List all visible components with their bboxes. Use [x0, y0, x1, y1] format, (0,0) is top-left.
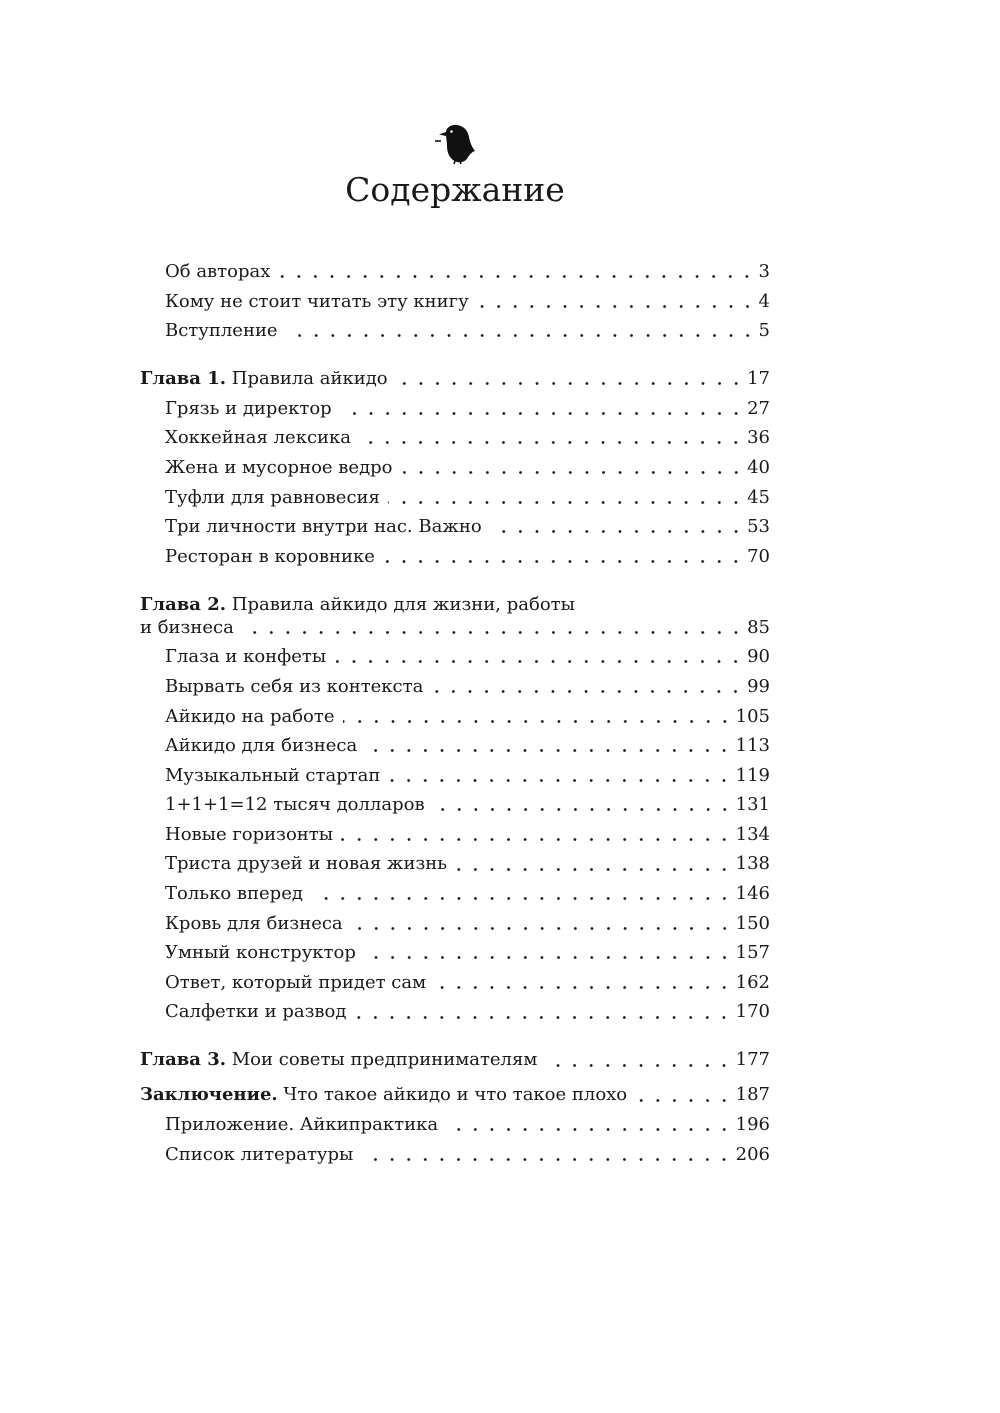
page-number: 40: [747, 456, 770, 478]
page-number: 5: [758, 320, 770, 342]
dot-leader: [365, 749, 732, 752]
page-number: 196: [735, 1114, 770, 1135]
toc-entry: [140, 316, 770, 346]
chapter-label: Глава 3.: [140, 1049, 227, 1071]
toc-entry: [140, 542, 770, 572]
toc-entry: [140, 1140, 770, 1170]
entry-title: Ресторан в коровнике: [165, 545, 375, 567]
dot-leader: [433, 808, 733, 811]
page-number: 85: [747, 616, 770, 638]
toc-entry: [140, 968, 770, 998]
dot-leader: [341, 838, 733, 841]
toc-entry: [140, 287, 770, 317]
entry-title: Айкидо на работе: [165, 705, 335, 727]
chapter-label: Глава 1.: [140, 368, 227, 390]
dot-leader: [311, 897, 733, 900]
dot-leader: [278, 275, 755, 278]
toc-entry: [140, 879, 770, 909]
entry-title: Айкидо для бизнеса: [165, 735, 358, 757]
dot-leader: [242, 631, 744, 634]
dot-leader: [490, 530, 744, 533]
chapter-1-section: [140, 364, 770, 571]
dot-leader: [635, 1099, 732, 1102]
page-number: 131: [735, 794, 770, 816]
entry-title: Об авторах: [165, 261, 271, 282]
dot-leader: [383, 560, 744, 563]
entry-title: Список литературы: [165, 1143, 354, 1165]
chapter-title: Правила айкидо: [231, 368, 388, 390]
page-number: 170: [735, 1001, 770, 1023]
chapter-entry: [140, 1080, 770, 1110]
page-number: 53: [747, 516, 770, 538]
entry-title: Музыкальный стартап: [165, 764, 381, 786]
page-number: 27: [747, 397, 770, 419]
chapter-heading: [140, 1045, 537, 1075]
entry-title: Триста друзей и новая жизнь: [165, 853, 448, 875]
dot-leader: [446, 1128, 733, 1131]
entry-title: Грязь и директор: [165, 397, 332, 419]
page-number: 150: [735, 912, 770, 934]
chapter-2-section: [140, 590, 770, 1027]
toc-entry: [140, 909, 770, 939]
dot-leader: [364, 956, 733, 959]
entry-title: Глаза и конфеты: [165, 646, 327, 668]
entry-title: Три личности внутри нас. Важно: [165, 516, 482, 538]
toc-entry: [140, 820, 770, 850]
entry-title: Вырвать себя из контекста: [165, 675, 424, 697]
chapter-label: Заключение.: [140, 1084, 278, 1106]
toc-entry: [140, 483, 770, 513]
dot-leader: [434, 986, 733, 989]
page-number: 45: [747, 486, 770, 508]
dot-leader: [354, 1016, 732, 1019]
page-number: 134: [735, 823, 770, 845]
chapter-title: Что такое айкидо и что такое плохо: [283, 1084, 628, 1106]
entry-title: Кровь для бизнеса: [165, 912, 343, 934]
page-number: 138: [735, 853, 770, 875]
entry-title: Жена и мусорное ведро: [165, 456, 393, 478]
toc-entry: [140, 790, 770, 820]
toc-entry: [140, 702, 770, 732]
dot-leader: [351, 927, 733, 930]
page-number: 177: [735, 1049, 770, 1071]
entry-title: Ответ, который придет сам: [165, 971, 427, 993]
dot-leader: [343, 720, 733, 723]
entry-title: Салфетки и развод: [165, 1001, 347, 1023]
front-matter-section: [140, 257, 770, 346]
conclusion-section: [140, 1080, 770, 1169]
page-number: 206: [735, 1143, 770, 1165]
toc-entry: [140, 423, 770, 453]
chapter-entry: [140, 1045, 770, 1075]
chapter-heading: [140, 364, 388, 394]
page-number: 119: [735, 764, 770, 786]
dot-leader: [340, 412, 744, 415]
page-number: 17: [747, 368, 770, 390]
page-number: 146: [735, 883, 770, 905]
page-number: 70: [747, 545, 770, 567]
dot-leader: [455, 868, 733, 871]
entry-title: Туфли для равновесия: [165, 486, 380, 508]
chapter-label: Глава 2.: [140, 593, 227, 615]
page-number: 187: [735, 1084, 770, 1106]
toc-entry: [140, 453, 770, 483]
toc-entry: [140, 394, 770, 424]
toc-entry: [140, 849, 770, 879]
toc-entry: [140, 731, 770, 761]
chapter-title: Правила айкидо для жизни, работы: [231, 593, 575, 615]
dot-leader: [361, 1158, 732, 1161]
chapter-entry: [140, 364, 770, 394]
page-number: 113: [735, 735, 770, 757]
dot-leader: [388, 501, 744, 504]
page-number: 105: [735, 705, 770, 727]
page-number: 3: [758, 261, 770, 282]
dot-leader: [396, 382, 744, 385]
dot-leader: [286, 334, 756, 337]
toc-entry: [140, 512, 770, 542]
toc-entry: [140, 1110, 770, 1140]
dot-leader: [431, 690, 744, 693]
chapter-title-continued: и бизнеса: [140, 616, 234, 638]
toc-entry: [140, 938, 770, 968]
page-number: 90: [747, 646, 770, 668]
table-of-contents: [140, 257, 770, 1169]
chapter-heading: [140, 1080, 627, 1110]
toc-entry: [140, 997, 770, 1027]
entry-title: Новые горизонты: [165, 823, 334, 845]
dot-leader: [545, 1064, 732, 1067]
chapter-3-section: [140, 1045, 770, 1075]
page-number: 99: [747, 675, 770, 697]
toc-entry: [140, 672, 770, 702]
page-number: 36: [747, 427, 770, 449]
entry-title: Хоккейная лексика: [165, 427, 352, 449]
entry-title: Только вперед: [165, 883, 303, 905]
entry-title: 1+1+1=12 тысяч долларов: [165, 794, 425, 816]
page-number: 162: [735, 971, 770, 993]
page-title: Содержание: [345, 170, 565, 209]
dot-leader: [388, 779, 732, 782]
entry-title: Вступление: [165, 320, 278, 342]
bird-logo-icon: [433, 123, 477, 165]
entry-title: Приложение. Айкипрактика: [165, 1114, 439, 1135]
toc-entry: [140, 642, 770, 672]
toc-entry: [140, 761, 770, 791]
dot-leader: [477, 305, 756, 308]
dot-leader: [334, 660, 744, 663]
chapter-title: Мои советы предпринимателям: [231, 1049, 538, 1071]
entry-title: Кому не стоит читать эту книгу: [165, 290, 469, 312]
dot-leader: [359, 441, 744, 444]
page-number: 157: [735, 942, 770, 964]
toc-entry: [140, 257, 770, 287]
page-number: 4: [758, 290, 770, 312]
entry-title: Умный конструктор: [165, 942, 356, 964]
dot-leader: [401, 471, 745, 474]
